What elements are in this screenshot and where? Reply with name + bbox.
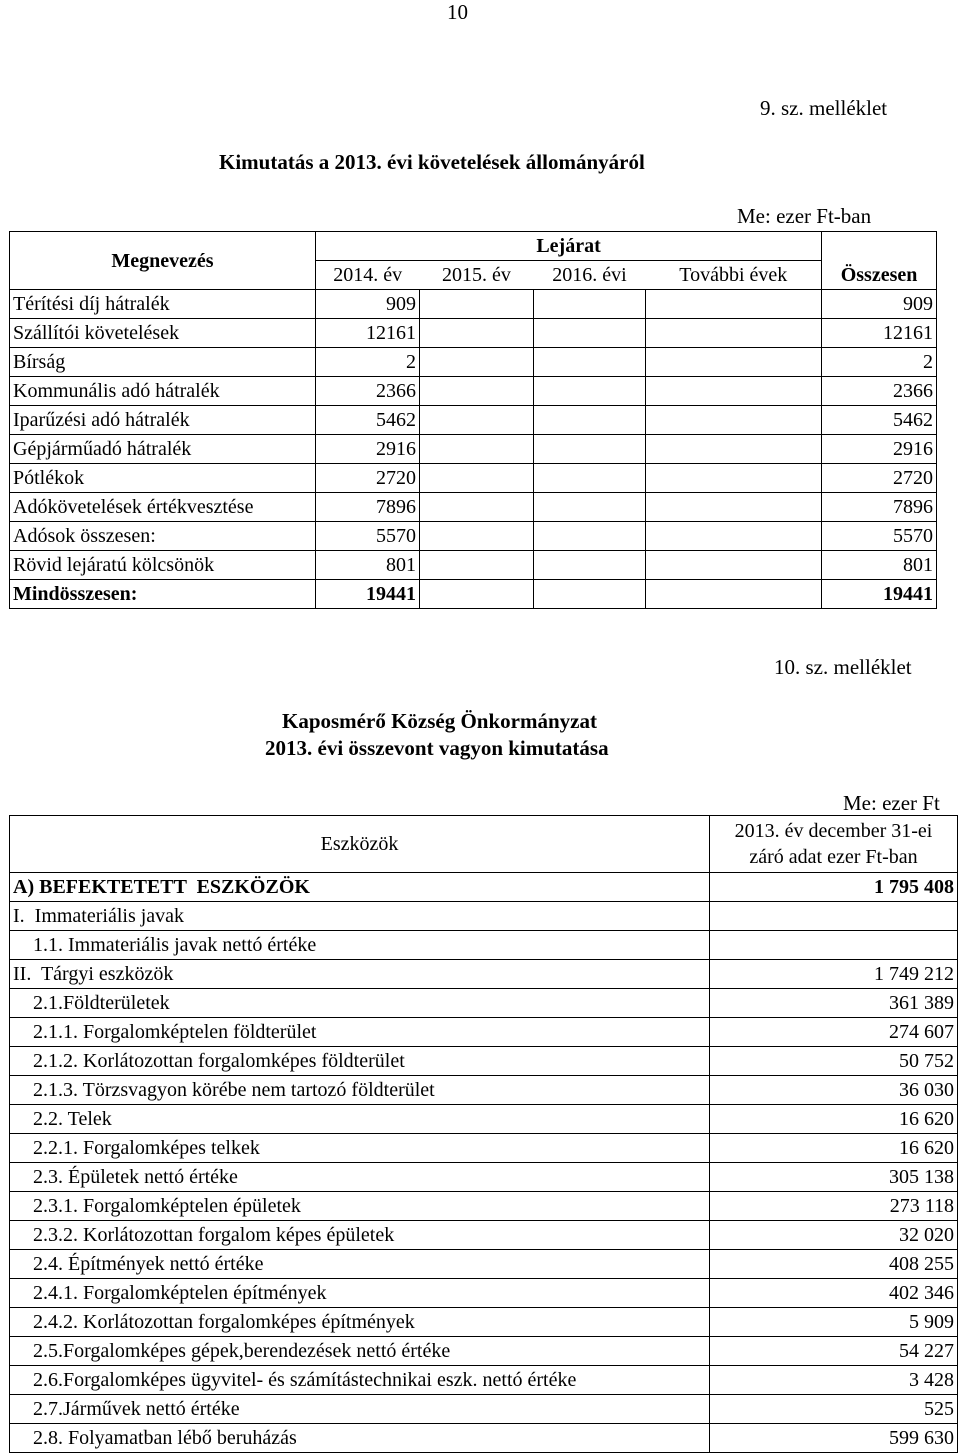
header-blank [822,232,937,261]
cell-total: 2 [822,348,937,377]
cell-y2014: 2 [316,348,420,377]
table-row [10,464,937,493]
table-row [10,1366,958,1395]
cell-y2015 [420,522,534,551]
cell-later [646,290,822,319]
cell-asset-name: 1.1. Immateriális javak nettó értéke [10,931,710,960]
table-row [10,406,937,435]
cell-y2015 [420,435,534,464]
cell-asset-name: 2.6.Forgalomképes ügyvitel- és számítástechnikai eszk. nettó értéke [10,1366,710,1395]
table-row [10,931,958,960]
table-row [10,989,958,1018]
cell-later [646,551,822,580]
cell-asset-name: 2.4. Építmények nettó értéke [10,1250,710,1279]
cell-asset-value: 408 255 [710,1250,958,1279]
cell-name: Kommunális adó hátralék [10,377,316,406]
unit-label: Me: ezer Ft-ban [737,204,872,228]
cell-asset-value: 361 389 [710,989,958,1018]
annex-label: 9. sz. melléklet [760,96,888,120]
cell-asset-name: 2.2.1. Forgalomképes telkek [10,1134,710,1163]
cell-asset-name: 2.3.1. Forgalomképtelen épületek [10,1192,710,1221]
cell-name: Iparűzési adó hátralék [10,406,316,435]
table-row [10,1018,958,1047]
cell-total: 2366 [822,377,937,406]
cell-name: Pótlékok [10,464,316,493]
cell-name: Térítési díj hátralék [10,290,316,319]
cell-later [646,377,822,406]
table-row [10,1076,958,1105]
cell-y2016 [534,377,646,406]
cell-asset-value: 16 620 [710,1134,958,1163]
table-row [10,1134,958,1163]
table-row [10,580,937,609]
table-row [10,1105,958,1134]
cell-total: 5462 [822,406,937,435]
header-2016: 2016. évi [534,261,646,290]
table-row [10,348,937,377]
cell-asset-name: A) BEFEKTETETT ESZKÖZÖK [10,873,710,902]
receivables-table [9,231,937,609]
table-row [10,1221,958,1250]
table-row [10,1424,958,1453]
cell-asset-value: 16 620 [710,1105,958,1134]
cell-asset-value: 3 428 [710,1366,958,1395]
header-total: Összesen [822,261,937,290]
cell-y2014: 2916 [316,435,420,464]
table-row [10,1047,958,1076]
annex-label: 10. sz. melléklet [774,655,912,679]
table-row [10,1279,958,1308]
table-row [10,1337,958,1366]
cell-asset-value: 599 630 [710,1424,958,1453]
cell-asset-value: 36 030 [710,1076,958,1105]
cell-y2016 [534,348,646,377]
cell-y2014: 2720 [316,464,420,493]
cell-y2016 [534,522,646,551]
cell-asset-value: 273 118 [710,1192,958,1221]
table-row [10,1250,958,1279]
cell-y2015 [420,406,534,435]
cell-later [646,348,822,377]
cell-y2016 [534,290,646,319]
table-row [10,1163,958,1192]
cell-asset-value: 525 [710,1395,958,1424]
cell-asset-value: 1 749 212 [710,960,958,989]
cell-later [646,580,822,609]
cell-later [646,522,822,551]
cell-asset-name: 2.3.2. Korlátozottan forgalom képes épületek [10,1221,710,1250]
cell-later [646,493,822,522]
cell-y2016 [534,464,646,493]
cell-y2016 [534,580,646,609]
cell-asset-name: 2.1.3. Törzsvagyon körébe nem tartozó földterület [10,1076,710,1105]
header-assets: Eszközök [10,816,710,873]
page-subtitle: 2013. évi összevont vagyon kimutatása [265,736,609,760]
cell-y2014: 2366 [316,377,420,406]
page-number: 10 [447,0,468,24]
cell-y2015 [420,319,534,348]
cell-asset-value: 5 909 [710,1308,958,1337]
cell-y2016 [534,435,646,464]
cell-y2016 [534,551,646,580]
table-row [10,873,958,902]
table-row [10,1192,958,1221]
cell-total: 909 [822,290,937,319]
cell-name: Szállítói követelések [10,319,316,348]
cell-name: Rövid lejáratú kölcsönök [10,551,316,580]
header-value-line1: 2013. év december 31-ei [734,820,933,842]
table-row [10,377,937,406]
cell-total: 2720 [822,464,937,493]
header-maturity: Lejárat [316,232,822,261]
cell-y2015 [420,290,534,319]
cell-asset-value: 54 227 [710,1337,958,1366]
cell-name: Gépjárműadó hátralék [10,435,316,464]
cell-y2014: 801 [316,551,420,580]
cell-asset-value: 32 020 [710,1221,958,1250]
cell-asset-name: 2.1.Földterületek [10,989,710,1018]
table-row [10,493,937,522]
cell-asset-name: 2.1.2. Korlátozottan forgalomképes földterület [10,1047,710,1076]
table-row [10,1308,958,1337]
cell-y2016 [534,493,646,522]
cell-y2015 [420,493,534,522]
cell-name: Bírság [10,348,316,377]
cell-asset-name: 2.8. Folyamatban lébő beruházás [10,1424,710,1453]
page-title: Kimutatás a 2013. évi követelések állományáról [219,150,645,174]
header-name: Megnevezés [10,232,316,290]
cell-y2015 [420,464,534,493]
cell-asset-value: 1 795 408 [710,873,958,902]
header-later: További évek [646,261,822,290]
unit-label: Me: ezer Ft [843,791,940,815]
cell-later [646,464,822,493]
page-title: Kaposmérő Község Önkormányzat [282,709,597,733]
header-value [710,816,958,873]
cell-y2014: 5570 [316,522,420,551]
cell-y2014: 12161 [316,319,420,348]
cell-asset-name: 2.7.Járművek nettó értéke [10,1395,710,1424]
header-value-line2: záró adat ezer Ft-ban [749,846,918,868]
cell-later [646,319,822,348]
cell-y2014: 19441 [316,580,420,609]
cell-asset-value [710,931,958,960]
cell-y2015 [420,348,534,377]
table-row [10,902,958,931]
cell-asset-name: 2.5.Forgalomképes gépek,berendezések nettó értéke [10,1337,710,1366]
table-row [10,551,937,580]
assets-table [9,815,958,1453]
table-row [10,960,958,989]
cell-asset-name: 2.4.1. Forgalomképtelen építmények [10,1279,710,1308]
cell-asset-name: 2.3. Épületek nettó értéke [10,1163,710,1192]
cell-asset-value: 274 607 [710,1018,958,1047]
cell-name: Adókövetelések értékvesztése [10,493,316,522]
cell-later [646,435,822,464]
cell-name: Adósok összesen: [10,522,316,551]
cell-asset-value [710,902,958,931]
cell-y2014: 7896 [316,493,420,522]
cell-y2014: 5462 [316,406,420,435]
cell-asset-name: 2.4.2. Korlátozottan forgalomképes építmények [10,1308,710,1337]
table-row [10,522,937,551]
cell-total: 12161 [822,319,937,348]
cell-total: 7896 [822,493,937,522]
cell-y2015 [420,377,534,406]
cell-asset-value: 50 752 [710,1047,958,1076]
cell-y2016 [534,319,646,348]
cell-y2016 [534,406,646,435]
cell-total: 19441 [822,580,937,609]
cell-total: 2916 [822,435,937,464]
cell-asset-name: II. Tárgyi eszközök [10,960,710,989]
cell-total: 5570 [822,522,937,551]
cell-y2015 [420,580,534,609]
cell-y2015 [420,551,534,580]
table-row [10,319,937,348]
table-row [10,290,937,319]
cell-y2014: 909 [316,290,420,319]
cell-name: Mindösszesen: [10,580,316,609]
header-2015: 2015. év [420,261,534,290]
cell-asset-value: 305 138 [710,1163,958,1192]
table-row [10,435,937,464]
header-2014: 2014. év [316,261,420,290]
cell-later [646,406,822,435]
cell-asset-name: I. Immateriális javak [10,902,710,931]
cell-asset-name: 2.2. Telek [10,1105,710,1134]
cell-total: 801 [822,551,937,580]
cell-asset-value: 402 346 [710,1279,958,1308]
table-row [10,1395,958,1424]
cell-asset-name: 2.1.1. Forgalomképtelen földterület [10,1018,710,1047]
